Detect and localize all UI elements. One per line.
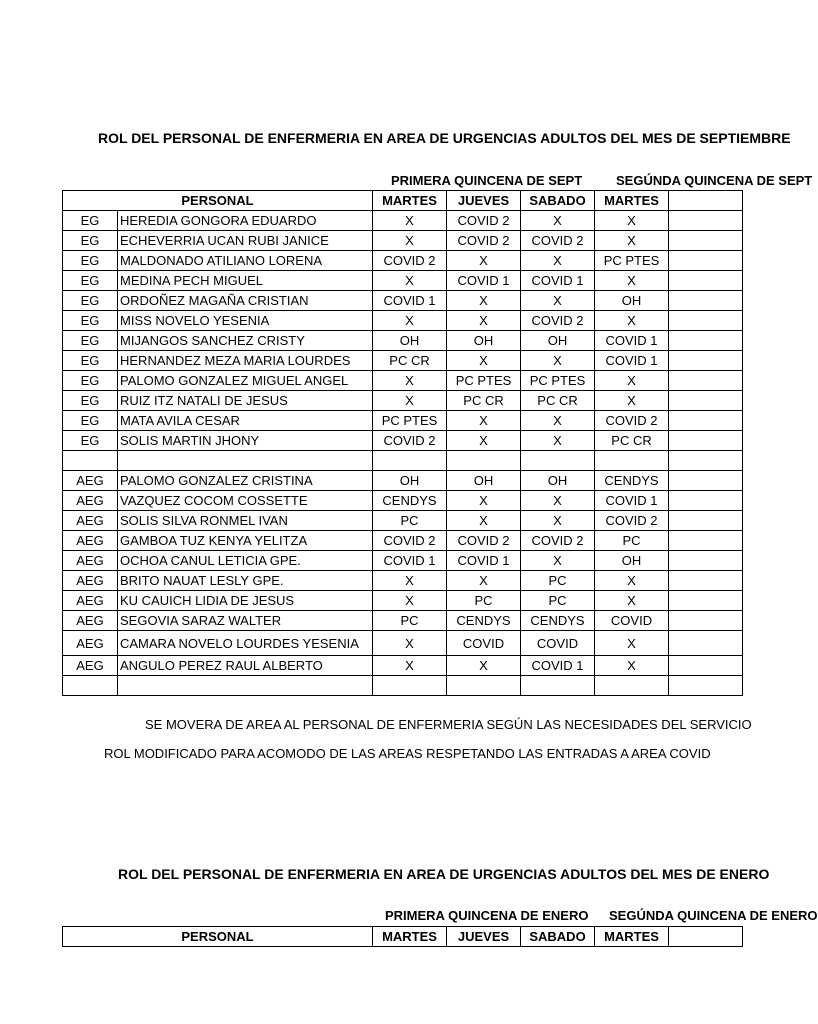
overflow-cell [669, 676, 743, 696]
staff-category-cell: AEG [63, 471, 118, 491]
shift-martes-1-cell: OH [373, 471, 447, 491]
staff-category-cell: EG [63, 431, 118, 451]
staff-name-cell: SOLIS SILVA RONMEL IVAN [118, 511, 373, 531]
shift-martes-2-cell: X [595, 211, 669, 231]
shift-jueves-cell: X [447, 571, 521, 591]
note-area-move: SE MOVERA DE AREA AL PERSONAL DE ENFERMERIA SEGÚN LAS NECESIDADES DEL SERVICIO [145, 717, 752, 732]
table-row [63, 231, 743, 251]
shift-jueves-cell: PC PTES [447, 371, 521, 391]
section1-first-fortnight: PRIMERA QUINCENA DE SEPT [391, 173, 583, 188]
schedule-table-september [62, 190, 743, 696]
staff-category-cell: AEG [63, 511, 118, 531]
schedule-rows [63, 211, 743, 696]
staff-name-cell: CAMARA NOVELO LOURDES YESENIA [118, 631, 373, 656]
shift-martes-1-cell: PC [373, 511, 447, 531]
overflow-cell [669, 471, 743, 491]
staff-category-cell: AEG [63, 611, 118, 631]
shift-sabado-cell: COVID 1 [521, 271, 595, 291]
shift-martes-2-cell: COVID 2 [595, 411, 669, 431]
staff-name-cell: ORDOÑEZ MAGAÑA CRISTIAN [118, 291, 373, 311]
shift-martes-2-cell: X [595, 391, 669, 411]
staff-name-cell: MIJANGOS SANCHEZ CRISTY [118, 331, 373, 351]
shift-martes-1-cell: X [373, 371, 447, 391]
shift-jueves-cell: X [447, 251, 521, 271]
shift-sabado-cell: X [521, 431, 595, 451]
overflow-cell [669, 591, 743, 611]
shift-jueves-cell: CENDYS [447, 611, 521, 631]
section1-title: ROL DEL PERSONAL DE ENFERMERIA EN AREA DE URGENCIAS ADULTOS DEL MES DE SEPTIEMBRE [98, 130, 791, 146]
staff-category-cell: AEG [63, 491, 118, 511]
shift-sabado-cell: PC PTES [521, 371, 595, 391]
staff-name-cell: MALDONADO ATILIANO LORENA [118, 251, 373, 271]
shift-martes-2-cell: PC CR [595, 431, 669, 451]
overflow-cell [669, 571, 743, 591]
section1-second-fortnight: SEGÚNDA QUINCENA DE SEPT [616, 173, 813, 188]
shift-martes-2-cell: OH [595, 291, 669, 311]
table-row [63, 391, 743, 411]
table-row [63, 351, 743, 371]
header-personal: PERSONAL [63, 191, 373, 211]
shift-martes-1-cell: X [373, 231, 447, 251]
shift-sabado-cell: COVID 2 [521, 311, 595, 331]
overflow-cell [669, 411, 743, 431]
shift-jueves-cell: PC CR [447, 391, 521, 411]
shift-martes-2-cell: COVID [595, 611, 669, 631]
shift-martes-2-cell: COVID 1 [595, 351, 669, 371]
staff-name-cell: ECHEVERRIA UCAN RUBI JANICE [118, 231, 373, 251]
table-row [63, 451, 743, 471]
shift-martes-1-cell: X [373, 631, 447, 656]
header-martes-1: MARTES [373, 191, 447, 211]
shift-sabado-cell: PC [521, 591, 595, 611]
shift-jueves-cell [447, 676, 521, 696]
staff-category-cell: EG [63, 391, 118, 411]
shift-martes-1-cell: CENDYS [373, 491, 447, 511]
shift-martes-1-cell [373, 451, 447, 471]
staff-category-cell: EG [63, 311, 118, 331]
staff-category-cell [63, 676, 118, 696]
shift-martes-1-cell: COVID 1 [373, 551, 447, 571]
shift-sabado-cell: X [521, 491, 595, 511]
shift-sabado-cell: COVID 1 [521, 656, 595, 676]
shift-martes-2-cell: PC [595, 531, 669, 551]
header-martes-2: MARTES [595, 927, 669, 947]
table-row [63, 591, 743, 611]
table-row [63, 571, 743, 591]
shift-sabado-cell: X [521, 411, 595, 431]
staff-name-cell: ANGULO PEREZ RAUL ALBERTO [118, 656, 373, 676]
schedule-table-january [62, 926, 743, 947]
staff-name-cell [118, 451, 373, 471]
staff-category-cell: AEG [63, 591, 118, 611]
section2-first-fortnight: PRIMERA QUINCENA DE ENERO [385, 908, 589, 923]
section2-title: ROL DEL PERSONAL DE ENFERMERIA EN AREA DE URGENCIAS ADULTOS DEL MES DE ENERO [118, 866, 770, 882]
header-martes-2: MARTES [595, 191, 669, 211]
shift-jueves-cell: COVID 1 [447, 551, 521, 571]
staff-category-cell: EG [63, 291, 118, 311]
table-row [63, 371, 743, 391]
staff-name-cell: BRITO NAUAT LESLY GPE. [118, 571, 373, 591]
shift-martes-1-cell: X [373, 391, 447, 411]
overflow-cell [669, 251, 743, 271]
shift-sabado-cell: X [521, 551, 595, 571]
header-martes-1: MARTES [373, 927, 447, 947]
shift-martes-1-cell: COVID 1 [373, 291, 447, 311]
shift-martes-2-cell: X [595, 231, 669, 251]
staff-category-cell: EG [63, 271, 118, 291]
overflow-cell [669, 211, 743, 231]
table-row [63, 211, 743, 231]
overflow-cell [669, 611, 743, 631]
shift-sabado-cell: OH [521, 331, 595, 351]
shift-martes-2-cell: X [595, 311, 669, 331]
section2-second-fortnight: SEGÚNDA QUINCENA DE ENERO [609, 908, 818, 923]
header-sabado: SABADO [521, 191, 595, 211]
staff-name-cell: MEDINA PECH MIGUEL [118, 271, 373, 291]
shift-martes-1-cell: OH [373, 331, 447, 351]
shift-jueves-cell: COVID 2 [447, 211, 521, 231]
note-modified-roster: ROL MODIFICADO PARA ACOMODO DE LAS AREAS RESPETANDO LAS ENTRADAS A AREA COVID [104, 746, 711, 761]
staff-name-cell: MISS NOVELO YESENIA [118, 311, 373, 331]
shift-martes-1-cell: X [373, 571, 447, 591]
staff-category-cell: EG [63, 211, 118, 231]
table-row [63, 551, 743, 571]
shift-martes-2-cell: PC PTES [595, 251, 669, 271]
shift-jueves-cell: COVID 1 [447, 271, 521, 291]
shift-martes-1-cell: X [373, 656, 447, 676]
overflow-cell [669, 631, 743, 656]
staff-name-cell: SOLIS MARTIN JHONY [118, 431, 373, 451]
shift-sabado-cell: COVID [521, 631, 595, 656]
shift-martes-2-cell: X [595, 571, 669, 591]
shift-jueves-cell: OH [447, 331, 521, 351]
staff-category-cell: EG [63, 251, 118, 271]
staff-category-cell: AEG [63, 631, 118, 656]
shift-martes-2-cell: OH [595, 551, 669, 571]
shift-martes-2-cell [595, 676, 669, 696]
shift-sabado-cell: X [521, 351, 595, 371]
overflow-cell [669, 551, 743, 571]
overflow-cell [669, 431, 743, 451]
shift-jueves-cell: PC [447, 591, 521, 611]
shift-sabado-cell: COVID 2 [521, 531, 595, 551]
shift-martes-1-cell: PC PTES [373, 411, 447, 431]
shift-martes-1-cell: X [373, 211, 447, 231]
shift-martes-1-cell: X [373, 271, 447, 291]
staff-category-cell: EG [63, 371, 118, 391]
header-jueves: JUEVES [447, 191, 521, 211]
overflow-cell [669, 271, 743, 291]
shift-martes-2-cell: CENDYS [595, 471, 669, 491]
overflow-cell [669, 656, 743, 676]
shift-martes-1-cell [373, 676, 447, 696]
staff-name-cell: PALOMO GONZALEZ MIGUEL ANGEL [118, 371, 373, 391]
shift-martes-2-cell: COVID 2 [595, 511, 669, 531]
staff-category-cell: EG [63, 351, 118, 371]
table-row [63, 291, 743, 311]
shift-martes-1-cell: X [373, 311, 447, 331]
overflow-cell [669, 291, 743, 311]
staff-name-cell: SEGOVIA SARAZ WALTER [118, 611, 373, 631]
shift-martes-2-cell: X [595, 656, 669, 676]
staff-name-cell: RUIZ ITZ NATALI DE JESUS [118, 391, 373, 411]
shift-jueves-cell: X [447, 311, 521, 331]
overflow-cell [669, 371, 743, 391]
shift-jueves-cell: X [447, 491, 521, 511]
overflow-cell [669, 451, 743, 471]
staff-name-cell: MATA AVILA CESAR [118, 411, 373, 431]
staff-category-cell: EG [63, 331, 118, 351]
shift-jueves-cell: X [447, 351, 521, 371]
shift-jueves-cell: COVID 2 [447, 531, 521, 551]
table-row [63, 331, 743, 351]
shift-jueves-cell: X [447, 511, 521, 531]
shift-jueves-cell: X [447, 291, 521, 311]
overflow-cell [669, 231, 743, 251]
shift-sabado-cell: CENDYS [521, 611, 595, 631]
table-row [63, 491, 743, 511]
header-personal: PERSONAL [63, 927, 373, 947]
shift-jueves-cell [447, 451, 521, 471]
staff-category-cell: EG [63, 411, 118, 431]
table-row [63, 251, 743, 271]
table-row [63, 471, 743, 491]
header-sabado: SABADO [521, 927, 595, 947]
shift-jueves-cell: X [447, 656, 521, 676]
table-row [63, 656, 743, 676]
shift-martes-1-cell: PC [373, 611, 447, 631]
overflow-cell [669, 331, 743, 351]
header-jueves: JUEVES [447, 927, 521, 947]
staff-name-cell: PALOMO GONZALEZ CRISTINA [118, 471, 373, 491]
shift-jueves-cell: OH [447, 471, 521, 491]
overflow-cell [669, 491, 743, 511]
overflow-cell [669, 311, 743, 331]
table-row [63, 431, 743, 451]
shift-martes-2-cell: X [595, 371, 669, 391]
shift-sabado-cell: X [521, 511, 595, 531]
shift-jueves-cell: COVID [447, 631, 521, 656]
staff-category-cell: AEG [63, 571, 118, 591]
shift-martes-2-cell [595, 451, 669, 471]
staff-name-cell: HERNANDEZ MEZA MARIA LOURDES [118, 351, 373, 371]
shift-jueves-cell: X [447, 411, 521, 431]
shift-sabado-cell: PC CR [521, 391, 595, 411]
staff-category-cell: AEG [63, 551, 118, 571]
shift-martes-2-cell: COVID 1 [595, 331, 669, 351]
overflow-cell [669, 351, 743, 371]
overflow-cell [669, 531, 743, 551]
shift-sabado-cell: OH [521, 471, 595, 491]
shift-sabado-cell: X [521, 291, 595, 311]
staff-category-cell: AEG [63, 656, 118, 676]
shift-sabado-cell: X [521, 251, 595, 271]
staff-name-cell: OCHOA CANUL LETICIA GPE. [118, 551, 373, 571]
staff-category-cell: EG [63, 231, 118, 251]
shift-jueves-cell: COVID 2 [447, 231, 521, 251]
shift-martes-2-cell: X [595, 591, 669, 611]
staff-category-cell [63, 451, 118, 471]
shift-martes-2-cell: X [595, 271, 669, 291]
shift-martes-1-cell: PC CR [373, 351, 447, 371]
shift-martes-1-cell: COVID 2 [373, 531, 447, 551]
shift-martes-1-cell: COVID 2 [373, 251, 447, 271]
overflow-cell [669, 391, 743, 411]
shift-sabado-cell [521, 676, 595, 696]
shift-sabado-cell: COVID 2 [521, 231, 595, 251]
table-row [63, 511, 743, 531]
staff-name-cell: VAZQUEZ COCOM COSSETTE [118, 491, 373, 511]
table-row [63, 411, 743, 431]
shift-martes-2-cell: COVID 1 [595, 491, 669, 511]
table-row [63, 676, 743, 696]
staff-category-cell: AEG [63, 531, 118, 551]
header-overflow [669, 191, 743, 211]
shift-sabado-cell: PC [521, 571, 595, 591]
table-header-row [63, 191, 743, 211]
table-row [63, 311, 743, 331]
table-row [63, 271, 743, 291]
overflow-cell [669, 511, 743, 531]
staff-name-cell: KU CAUICH LIDIA DE JESUS [118, 591, 373, 611]
header-overflow [669, 927, 743, 947]
table-header-row [63, 927, 743, 947]
staff-name-cell [118, 676, 373, 696]
shift-sabado-cell: X [521, 211, 595, 231]
shift-martes-2-cell: X [595, 631, 669, 656]
staff-name-cell: HEREDIA GONGORA EDUARDO [118, 211, 373, 231]
staff-name-cell: GAMBOA TUZ KENYA YELITZA [118, 531, 373, 551]
table-row [63, 631, 743, 656]
shift-martes-1-cell: X [373, 591, 447, 611]
shift-sabado-cell [521, 451, 595, 471]
shift-martes-1-cell: COVID 2 [373, 431, 447, 451]
table-row [63, 611, 743, 631]
table-row [63, 531, 743, 551]
shift-jueves-cell: X [447, 431, 521, 451]
